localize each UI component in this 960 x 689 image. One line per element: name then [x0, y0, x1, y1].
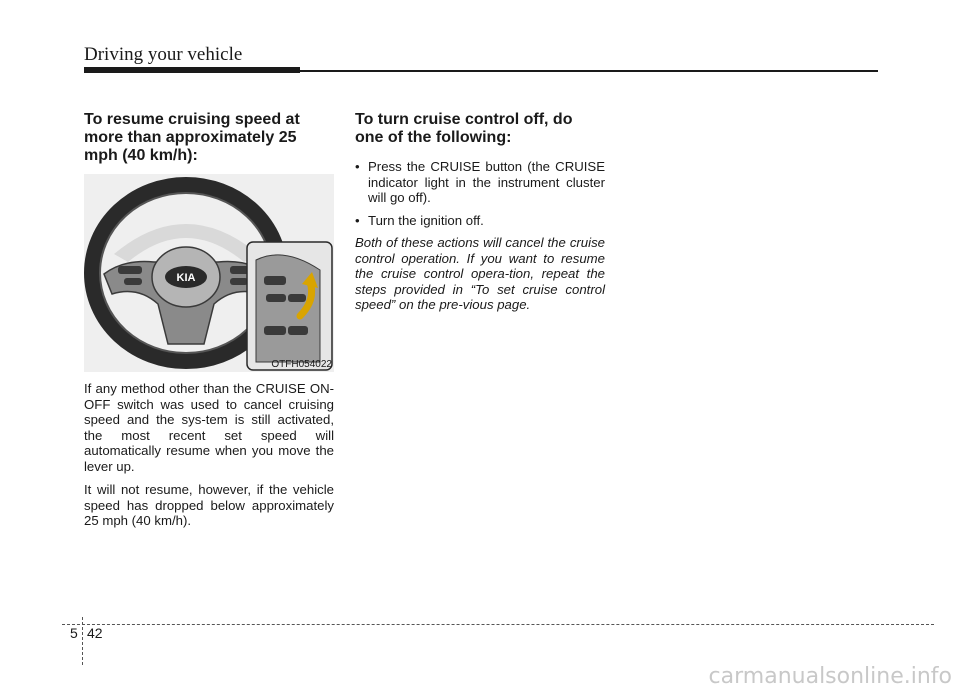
- cruise-off-heading: To turn cruise control off, do one of the following:: [355, 111, 573, 146]
- header-rule-thin: [300, 70, 878, 72]
- footer-divider: [82, 617, 83, 665]
- footer-rule: [62, 624, 934, 625]
- figure-caption: OTFH054022: [271, 359, 332, 370]
- list-item: • Turn the ignition off.: [355, 213, 605, 229]
- svg-text:KIA: KIA: [176, 272, 196, 284]
- chapter-number: 5: [70, 625, 78, 641]
- steering-wheel-illustration: [84, 174, 334, 372]
- header-rule-thick: [84, 67, 300, 73]
- page-number: 42: [87, 625, 103, 641]
- paragraph: If any method other than the CRUISE ON-OFF switch was used to cancel cruising speed and the sys-tem is still activated, the most recent set speed will automatically resume when you move the lever up.: [84, 381, 334, 474]
- right-column: [355, 111, 605, 313]
- left-column: [84, 111, 334, 165]
- list-item: • Press the CRUISE button (the CRUISE indicator light in the instrument cluster will go off).: [355, 159, 605, 206]
- italic-note: Both of these actions will cancel the cruise control operation. If you want to resume the cruise control opera-tion, repeat the steps provided in “To set cruise control speed” on the pre-vious page.: [355, 235, 605, 312]
- bullet-list: [355, 159, 605, 228]
- resume-heading: To resume cruising speed at more than approximately 25 mph (40 km/h):: [84, 111, 300, 164]
- paragraph: It will not resume, however, if the vehicle speed has dropped below approximately 25 mph (40 km/h).: [84, 482, 334, 528]
- page-header-title: Driving your vehicle: [84, 44, 243, 65]
- left-body-text: [84, 381, 334, 537]
- watermark: carmanualsonline.info: [708, 664, 952, 689]
- steering-wheel-figure: [84, 174, 334, 372]
